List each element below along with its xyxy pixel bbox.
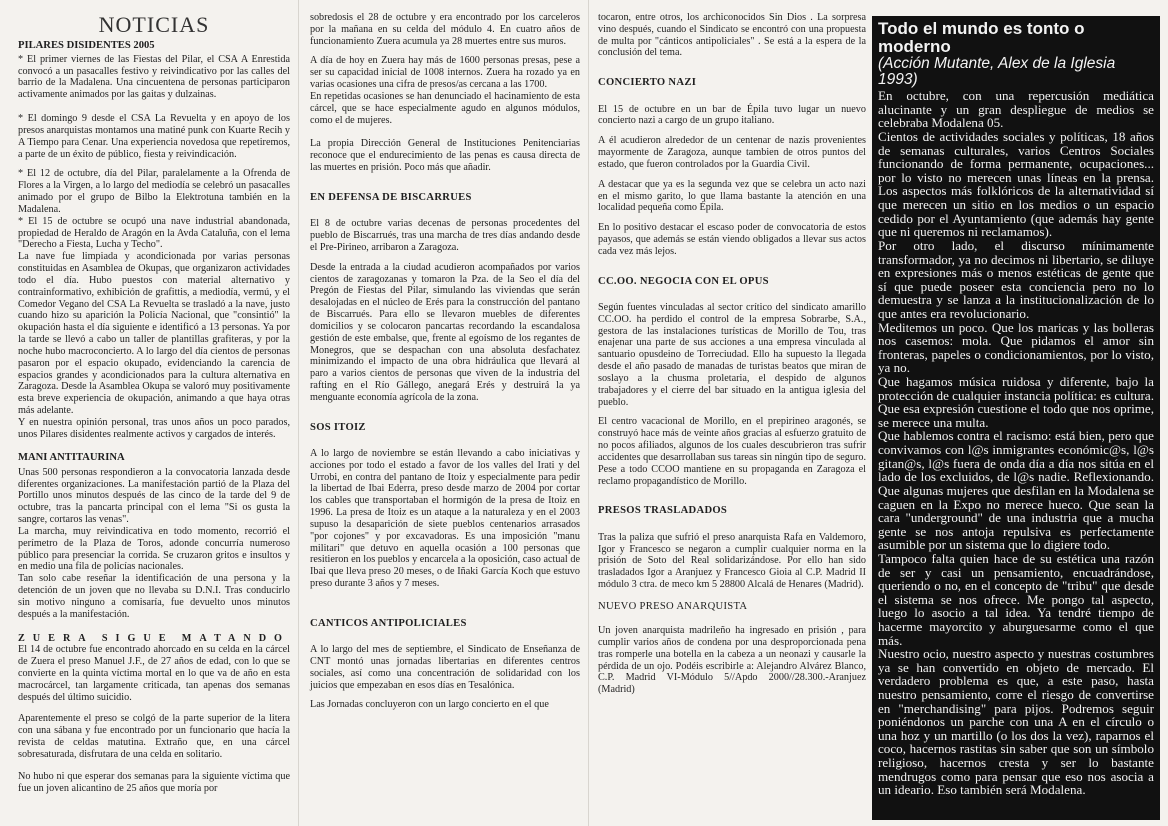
column-1 (18, 10, 290, 802)
article-heading: CANTICOS ANTIPOLICIALES (310, 617, 467, 629)
column-divider (298, 0, 299, 826)
paragraph: A día de hoy en Zuera hay más de 1600 personas presas, pese a ser su capacidad inicial de 1008 internos. Zuera ha rozado ya en varias ocasiones una cifra de presos/as cercana a las 1700. (310, 55, 580, 91)
paragraph: En octubre, con una repercusión mediática alucinante y un gran despliegue de medios se celebraba Modalena 05. (878, 88, 1154, 131)
article-heading (18, 633, 290, 645)
paragraph: El centro vacacional de Morillo, en el prepirineo aragonés, se construyó hace más de veinte años gracias al esfuerzo gratuito de no pocos afiliados, algunos de los cuales descubrieron tras sufrir accidentes que desarrollaban sus tareas sin ningún tipo de seguro. Pese a todo CCOO mantiene en su propaganda en Zaragoza el reclamo propagandístico de Morillo. (598, 416, 866, 487)
article-heading: NUEVO PRESO ANARQUISTA (598, 600, 748, 612)
paragraph: La nave fue limpiada y acondicionada por varias personas constituidas en Asamblea de Okupas, que organizaron actividades todo el día. Hubo puestos con material alternativo y contrainformativo, exhibición de grafittis, a mediodía, vermú, y el Comedor Vegano del CSA La Revuelta se trasladó a la nave, justo cuando hizo su aparición la Policía Nacional, que "consintió" la okupación hasta el día siguiente e identificó a 13 personas. Ya por la tarde se llevó a cabo un taller de plantillas grafiteras, y por la noche hubo macroconcierto. A lo largo del día cientos de personas pasaron por el espacio okupado, evidenciando la carencia de espacios grandes y acondicionados para la cultura alternativa en Zaragoza. Desde la Asamblea Okupa se valoró muy positivamente esta breve experiencia de okupación, animando a que haya otras más adelante. (18, 251, 290, 416)
paragraph: Un joven anarquista madrileño ha ingresado en prisión , para cumplir varios años de condena por una desproporcionada pena tras romperle una botella en la cabeza a un neonazi y causarle la pérdida de un ojo. Podéis escribirle a: Alejandro Alvárez Blanco, C.P. Madrid VI-Módulo 5//Apdo 2000//28.300.-Aranjuez (Madrid) (598, 625, 866, 696)
heading-word: ZUERA (18, 632, 94, 644)
article-heading: PILARES DISIDENTES 2005 (18, 39, 155, 51)
paragraph: Tras la paliza que sufrió el preso anarquista Rafa en Valdemoro, Igor y Francesco se negaron a cumplir cualquier norma en la prisión de Soto del Real solidarizándose. Por ello han sido trasladados Igor a Aranjuez y Francesco Gioia al C.P. Madrid II módulo 3 ctra. de meco km 5 28800 Alcalá de Henares (Madrid). (598, 531, 866, 590)
article-heading: SOS ITOIZ (310, 421, 366, 433)
editorial-box (872, 16, 1160, 820)
paragraph: La marcha, muy reivindicativa en todo momento, recorrió el perímetro de la Plaza de Toros, adonde concurría numeroso público para presenciar la corrida. Se cruzaron gritos e insultos y en medio una fila de policías nacionales. (18, 525, 290, 573)
editorial-subtitle: (Acción Mutante, Alex de la Iglesia 1993) (878, 54, 1116, 88)
paragraph: Según fuentes vinculadas al sector crítico del sindicato amarillo CC.OO. ha perdido el control de la empresa Sobrarbe, S.A., gestora de las instalaciones turísticas de Morillo de Tou, tras enajenar una parte de sus acciones a una empresa vinculada al santuario opusdeino de Torreciudad. Ello ha supuesto la llegada desde el año pasado de manadas de turistas beatos que miran de soslayo a la chusma proletaria, el despido de algunos trabajadores y el cierre del bar situado en la antigua iglesia del pueblo. (598, 301, 866, 408)
paragraph: Aparentemente el preso se colgó de la parte superior de la litera con una sábana y fue encontrado por un funcionario que hacía la revista de celdas matutina. Extraño que, en una cárcel sobresaturada, disfrutara de una celda en solitario. (18, 713, 290, 760)
heading-word: SIGUE (101, 632, 174, 644)
article-heading: EN DEFENSA DE BISCARRUES (310, 191, 472, 203)
paragraph: Desde la entrada a la ciudad acudieron acompañados por varios cientos de zaragozanas y tomaron la Pza. de la Seo el día del Pregón de Fiestas del Pilar, simulando las viviendas que serán desalojadas en el núcleo de Erés para la construcción del pantano de Biscarrués. Para ello se llevaron muebles de diferentes domicilios y se colocaron pancartas recordando la escandalosa gestión de este embalse, que, frente al egoísmo de los regantes de Monegros, que se despachan con una absoluta desfachatez minimizando el impacto de una obra hidráulica que llevará al paro a varios cientos de personas que viven de la industria del rafting en el Río Gállego, anegará Erés y destruirá la ya menguante economía agrícola de la zona. (310, 261, 580, 403)
paragraph: Tampoco falta quien hace de su estética una razón de ser y casi un pensamiento, encuadrándose, queriendo o no, en el concepto de "tribu" que desde el sistema se nos ofrece. Me pongo tal aspecto, luego lo asocio a tal idea. Ya tendré tiempo de hacerme mayorcito y aburguesarme como el que más. (878, 550, 1154, 648)
paragraph: sobredosis el 28 de octubre y era encontrado por los carceleros por la mañana en su celda del módulo 4. En cuatro años de funcionamiento Zuera acumula ya 28 muertes entre sus muros. (310, 12, 580, 47)
article-heading: MANI ANTITAURINA (18, 452, 125, 464)
paragraph: No hubo ni que esperar dos semanas para la siguiente víctima que fue un joven alicantino de 25 años que moría por (18, 770, 290, 794)
column-divider (588, 0, 589, 826)
masthead-title: NOTICIAS (98, 12, 210, 37)
paragraph: Unas 500 personas respondieron a la convocatoria lanzada desde diferentes organizaciones. La manifestación partió de la Plaza del Portillo unos minutos después de las cinco de la tarde del 9 de octubre, tras la pancarta principal con el lema "Si os gusta la sangre, cortaros las venas". (18, 466, 290, 526)
article-heading: CONCIERTO NAZI (598, 77, 697, 89)
paragraph: La propia Dirección General de Instituciones Penitenciarias reconoce que el endurecimiento de las penas es causa directa de las muertes en prisión. Poco más que añadir. (310, 138, 580, 174)
paragraph: Tan solo cabe reseñar la identificación de una persona y la detención de un joven que no llevaba su D.N.I. Tras conducirlo sin motivo ninguno a comisaría, fue devuelto unos minutos después a la manifestación. (18, 573, 290, 620)
paragraph: A él acudieron alrededor de un centenar de nazis provenientes mayormente de Zaragoza, aunque tambien de otros puntos del estado, que fueron controlados por la Guardia Civil. (598, 135, 866, 170)
paragraph: Y en nuestra opinión personal, tras unos años un poco parados, unos Pilares disidentes realmente activos y cargados de interés. (18, 416, 290, 440)
paragraph: A lo largo de noviembre se están llevando a cabo iniciativas y acciones por todo el estado a favor de los valles del Irati y del Urrobi, en contra del pantano de Itoiz y especialmente para pedir la libertad de Ibai Ederra, preso desde marzo de 2004 por cortar los cables que transportaban el hormigón de la presa de Itoiz en 1996. La presa de Itoiz es un ataque a la naturaleza y en el 2003 supuso la desaparición de siete pueblos centenarios arrasados "por cojones" y por excavadoras. Es una imposición "manu militari" que detuvo en aquella ocasión a 100 personas que resitieron en los pueblos y encarcela a la oposición, caso actual de Ibai que lleva preso 20 meses, o de Iñaki García Koch que estuvo preso durante 3 años y 7 meses. (310, 447, 580, 590)
paragraph: * El 15 de octubre se ocupó una nave industrial abandonada, propiedad de Heraldo de Aragón en la Avda Cataluña, con el lema "Derecho a Fiesta, Lucha y Techo". (18, 215, 290, 251)
paragraph: A destacar que ya es la segunda vez que se celebra un acto nazi en el mismo garito, lo que llama bastante la atención en una localidad pequeña como Épila. (598, 178, 866, 214)
paragraph: Meditemos un poco. Que los maricas y las bolleras nos casemos: mola. Que pidamos el amor sin fronteras, papeles o condicionamientos, por lo visto, ya no. (878, 319, 1154, 376)
paragraph: tocaron, entre otros, los archiconocidos Sin Dios . La sorpresa vino después, cuando el Sindicato se encontró con una propuesta de multa por "cánticos antipoliciales" . Se está a la espera de la conclusión del tema. (598, 12, 866, 59)
paragraph: El 14 de octubre fue encontrado ahorcado en su celda en la cárcel de Zuera el preso Manuel J.F., de 27 años de edad, con lo que se convierte en la quinta víctima mortal en lo que va de año en esta macrocárcel, tan largamente criticada, tan apenas dos semanas después del último suicidio. (18, 644, 290, 703)
paragraph: En repetidas ocasiones se han denunciado el hacinamiento de esta cárcel, que se hace especialmente agudo en algunos módulos, como el de mujeres. (310, 90, 580, 126)
article-heading: CC.OO. NEGOCIA CON EL OPUS (598, 275, 769, 287)
paragraph: * El primer viernes de las Fiestas del Pilar, el CSA A Enrestida convocó a un pasacalles festivo y reivindicativo por las calles del barrio de la Madalena. Una cincuentena de personas participaron activamente animados por las gaitas y dulzainas. (18, 53, 290, 101)
editorial-title: Todo el mundo es tonto o moderno (878, 19, 1085, 56)
paragraph: El 8 de octubre varias decenas de personas procedentes del pueblo de Biscarrués, tras una marcha de tres días andando desde el Pre-Pirineo, arribaron a Zaragoza. (310, 218, 580, 253)
column-3 (598, 12, 866, 704)
paragraph: Las Jornadas concluyeron con un largo concierto en el que (310, 699, 549, 711)
paragraph: En lo positivo destacar el escaso poder de convocatoria de estos payasos, que además se están viendo obligados a llevar sus actos cada vez más lejos. (598, 222, 866, 257)
paragraph: A lo largo del mes de septiembre, el Sindicato de Enseñanza de CNT montó unas jornadas libertarias en diferentes centros sociales, así como una concentración de solidaridad con los juicios que empezaban en esos días en Tesalónica. (310, 644, 580, 691)
paragraph: * El domingo 9 desde el CSA La Revuelta y en apoyo de los presos anarquistas montamos una matiné punk con Kuarte Recih y A Tiempo para Cenar. Una experiencia novedosa que repetiremos, a parte de un éxito de público, fiesta y reivindicación. (18, 113, 290, 160)
paragraph: Cientos de actividades sociales y políticas, 18 años de semanas culturales, varios Centros Sociales funcionando de forma permanente, ocupaciones... por lo visto no merecen unas líneas en la prensa. Los aspectos más folklóricos de la alternatividad sí que merecen un sitio en los medios o un espacio cedido por el Ayuntamiento (que además hay gente que ni queremos ni reclamamos). (878, 129, 1154, 240)
article-heading: PRESOS TRASLADADOS (598, 505, 728, 517)
paragraph: * El 12 de octubre, día del Pilar, paralelamente a la Ofrenda de Flores a la Virgen, a lo largo del mediodía se celebró un pasacalles animado por el grupo de Bilbo la Elektrotuna también en la Madalena. (18, 168, 290, 215)
paragraph: Nuestro ocio, nuestro aspecto y nuestras costumbres ya se han convertido en objeto de mercado. El verdadero problema es que, a este paso, hasta nuestro pensamiento, corre el riesgo de convertirse en "merchandising" para pijos. Podremos seguir poniéndonos un parche con una A en el círculo o una hoz y un martillo (o los dos la vez), raparnos el coco, hacernos rastitas sin saber que son un símbolo religioso, hacernos cresta y ser lo bastante mendrugos como para pensar que eso nos asocia a un ideario. Eso también será Modalena. (878, 646, 1154, 798)
paragraph: Que hablemos contra el racismo: está bien, pero que convivamos con l@s inmigrantes económic@s, l@s gitan@s, l@s fuera de onda día a día nos sitúa en el lado de los excluidos, de l@s nadie. Reflexionando. Que algunas mujeres que desfilan en la Modalena se caguen en la Expo no merece hueco. Que sean la cara "underground" de una industria que a mucha gente se nos antoja repulsiva es perfectamente asumible por un sistema que lo digiere todo. (878, 428, 1154, 553)
paragraph: El 15 de octubre en un bar de Épila tuvo lugar un nuevo concierto nazi a cargo de un grupo italiano. (598, 103, 866, 127)
paragraph: Que hagamos música ruidosa y diferente, bajo la protección de cualquier instancia política: es cultura. Que esa expresión cuestione el todo que nos oprime, se merece una multa. (878, 374, 1154, 430)
paragraph: Por otro lado, el discurso mínimamente transformador, ya no decimos ni libertario, se diluye en expresiones más o menos estéticas de gente que sí que puede poseer esta conciencia pero no lo demuestra y se lanza a la institucionalización de lo que antes era revolucionario. (878, 237, 1154, 321)
column-2 (310, 12, 580, 719)
heading-word: MATANDO (181, 632, 290, 644)
